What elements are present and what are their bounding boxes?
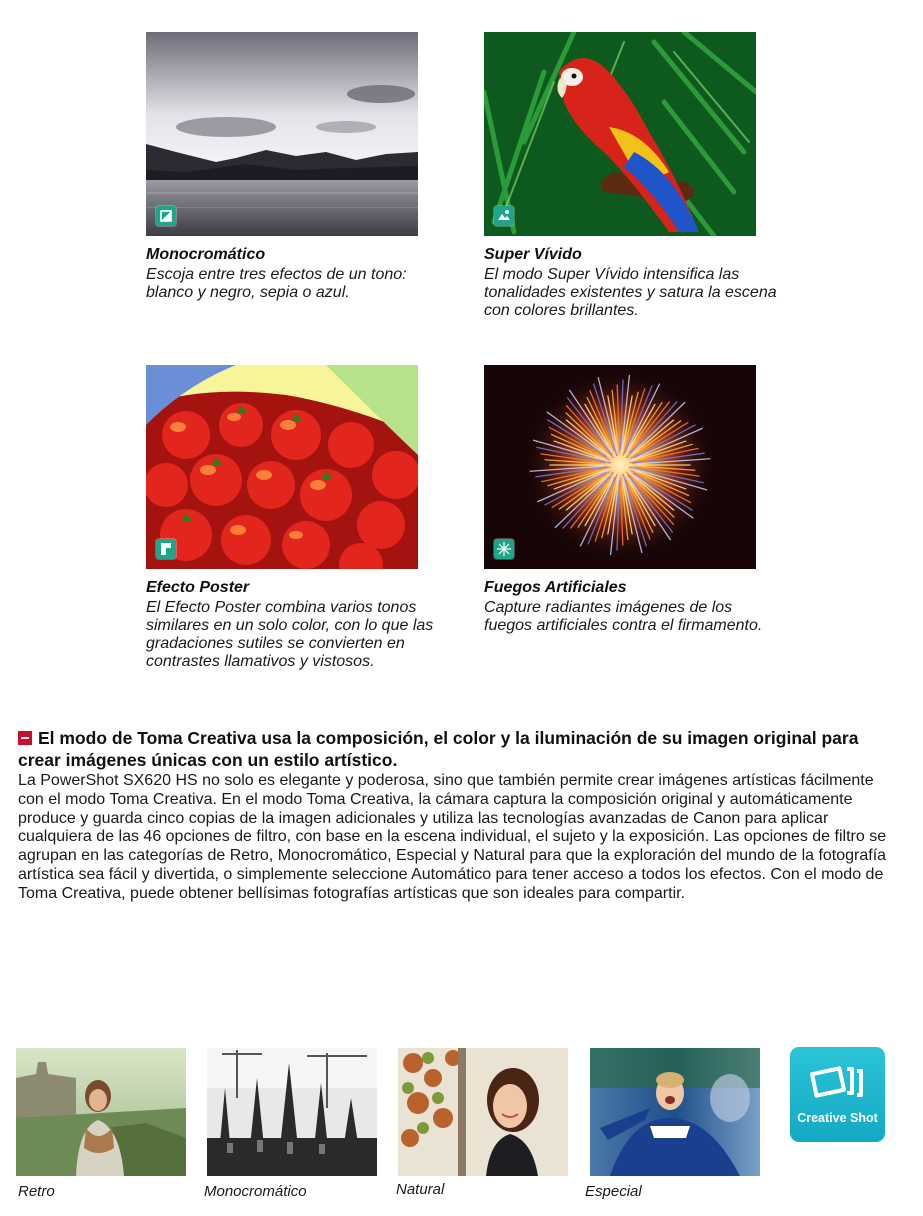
filter-thumbnail-natural — [398, 1048, 568, 1176]
filter-label: Monocromático — [204, 1183, 307, 1200]
poster-effect-icon — [156, 539, 176, 559]
filter-thumbnail-monochrome — [207, 1048, 377, 1176]
mode-title: Fuegos Artificiales — [484, 579, 627, 596]
poster-effect-photo — [146, 365, 418, 569]
filter-label: Retro — [18, 1183, 55, 1200]
monochrome-icon — [156, 206, 176, 226]
filter-thumbnail-retro — [16, 1048, 186, 1176]
section-heading-text: El modo de Toma Creativa usa la composición, el color y la iluminación de su imagen original para crear imágenes únicas con un estilo artístico. — [18, 728, 859, 770]
filter-label: Especial — [585, 1183, 642, 1200]
fireworks-icon — [494, 539, 514, 559]
monochrome-photo — [146, 32, 418, 236]
creative-shot-label: Creative Shot — [797, 1111, 878, 1125]
section-body: La PowerShot SX620 HS no solo es elegante y poderosa, sino que también permite crear imágenes artísticas fácilmente con el modo Toma Creativa. En el modo Toma Creativa, la cámara captura la composición original y automáticamente produce y guarda cinco copias de la imagen adicionales y utiliza las tecnologías avanzadas de Canon para aplicar cualquiera de las 46 opciones de filtro, con base en la escena individual, el sujeto y la exposición. Las opciones de filtro se agrupan en las categorías de Retro, Monocromático, Especial y Natural para que la exploración del mundo de la fotografía artística sea fácil y divertida, o simplemente seleccione Automático para tener acceso a todos los efectos. Con el modo de Toma Creativa, puede obtener bellísimas fotografías artísticas que son ideales para compartir. — [18, 772, 887, 902]
mode-title: Super Vívido — [484, 246, 582, 263]
mode-description: Escoja entre tres efectos de un tono: blanco y negro, sepia o azul. — [146, 266, 407, 301]
mode-title: Monocromático — [146, 246, 266, 263]
creative-shot-icon — [790, 1047, 885, 1142]
section-heading — [18, 727, 898, 771]
filter-thumbnail-special — [590, 1048, 760, 1176]
mode-title: Efecto Poster — [146, 579, 250, 596]
filter-label: Natural — [396, 1181, 445, 1198]
mode-description: El Efecto Poster combina varios tonos similares en un solo color, con lo que las gradaciones sutiles se convierten en contrastes llamativos y vistosos. — [146, 599, 434, 670]
super-vivid-photo — [484, 32, 756, 236]
mode-description: El modo Super Vívido intensifica las tonalidades existentes y satura la escena con colores brillantes. — [484, 266, 777, 319]
super-vivid-icon — [494, 206, 514, 226]
bullet-icon — [18, 731, 32, 745]
mode-description: Capture radiantes imágenes de los fuegos artificiales contra el firmamento. — [484, 599, 763, 634]
fireworks-photo — [484, 365, 756, 569]
